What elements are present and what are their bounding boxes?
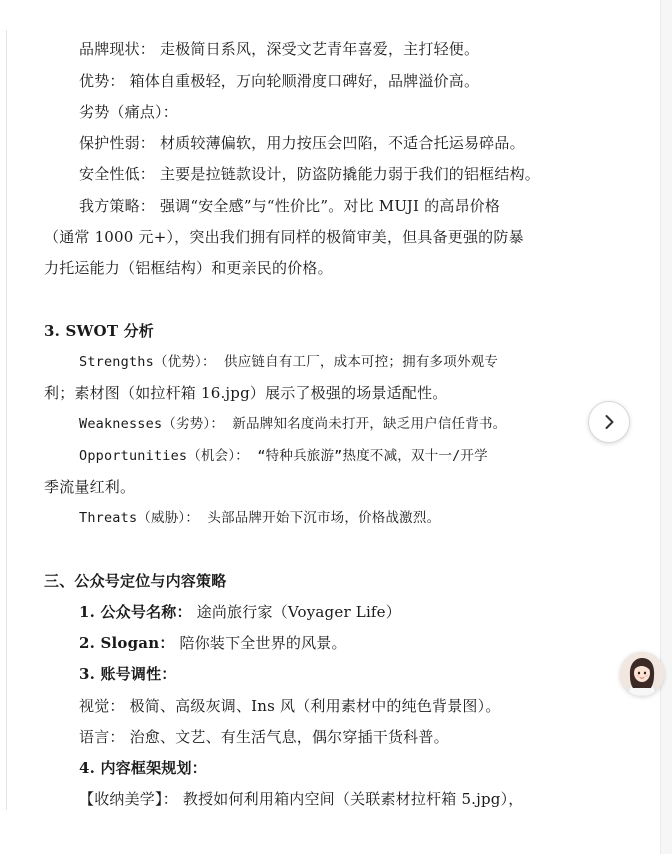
swot-weaknesses: Weaknesses（劣势）： 新品牌知名度尚未打开，缺乏用户信任背书。 <box>79 416 507 432</box>
swot-strengths-1: Strengths（优势）： 供应链自有工厂，成本可控；拥有多项外观专 <box>79 354 499 370</box>
slogan-item <box>79 633 347 653</box>
swot-opportunities-2: 季流量红利。 <box>44 478 136 496</box>
assistant-avatar-icon <box>620 652 664 696</box>
swot-strengths-2: 利；素材图（如拉杆箱 16.jpg）展示了极强的场景适配性。 <box>44 384 448 402</box>
slogan-label: 2. Slogan： <box>79 634 175 652</box>
language-tone-line: 语言： 治愈、文艺、有生活气息，偶尔穿插干货科普。 <box>79 728 449 746</box>
content-framework-label: 4. 内容框架规划： <box>79 759 207 777</box>
advantage-line: 优势： 箱体自重极轻，万向轮顺滑度口碑好，品牌溢价高。 <box>79 72 480 90</box>
safety-line: 安全性低： 主要是拉链款设计，防盗防撬能力弱于我们的铝框结构。 <box>79 165 540 183</box>
section3-heading: 三、公众号定位与内容策略 <box>44 572 227 590</box>
strategy-line-2: （通常 1000 元+），突出我们拥有同样的极简审美，但具备更强的防暴 <box>44 228 524 246</box>
storage-aesthetics-line: 【收纳美学】： 教授如何利用箱内空间（关联素材拉杆箱 5.jpg）， <box>79 790 524 808</box>
account-tone-label: 3. 账号调性： <box>79 665 177 683</box>
swot-heading: 3. SWOT 分析 <box>44 322 155 340</box>
next-page-button[interactable] <box>588 401 630 443</box>
visual-tone-line: 视觉： 极简、高级灰调、Ins 风（利用素材中的纯色背景图）。 <box>79 697 501 715</box>
strategy-line-1: 我方策略： 强调“安全感”与“性价比”。对比 MUJI 的高昂价格 <box>79 197 501 215</box>
account-name-item <box>79 602 401 622</box>
account-name-value: 途尚旅行家（Voyager Life） <box>191 603 401 621</box>
account-name-label: 1. 公众号名称： <box>79 603 192 621</box>
brand-status-line: 品牌现状： 走极简日系风，深受文艺青年喜爱，主打轻便。 <box>79 40 480 58</box>
swot-threats: Threats（威胁）： 头部品牌开始下沉市场，价格战激烈。 <box>79 510 441 526</box>
swot-opportunities-1: Opportunities（机会）： “特种兵旅游”热度不减，双十一/开学 <box>79 448 488 464</box>
protection-line: 保护性弱： 材质较薄偏软，用力按压会凹陷，不适合托运易碎品。 <box>79 134 525 152</box>
strategy-line-3: 力托运能力（铝框结构）和更亲民的价格。 <box>44 259 333 277</box>
assistant-avatar-button[interactable] <box>620 652 664 696</box>
right-scroll-strip[interactable] <box>661 0 672 854</box>
left-margin-rule <box>6 30 7 810</box>
slogan-value: 陪你装下全世界的风景。 <box>174 634 347 652</box>
weakness-title: 劣势（痛点）： <box>79 103 178 121</box>
chevron-right-icon <box>600 413 618 431</box>
